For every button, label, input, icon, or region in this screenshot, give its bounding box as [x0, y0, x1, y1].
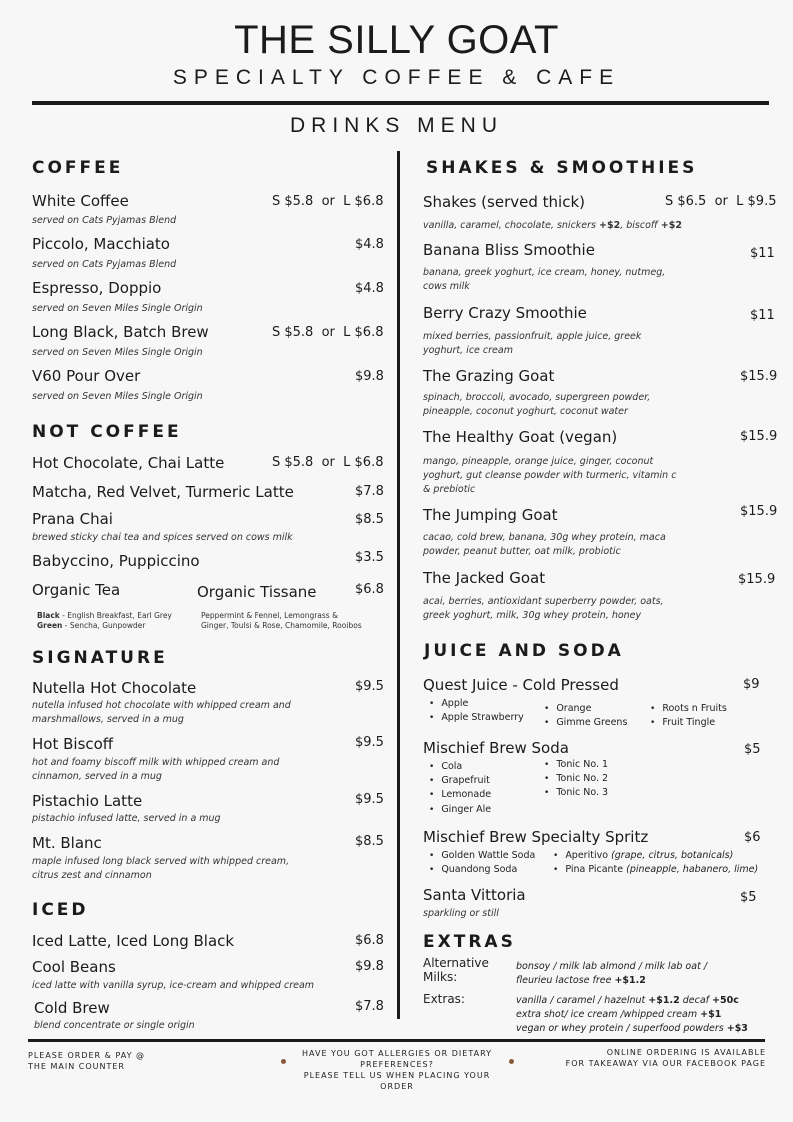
menu-item-description: iced latte with vanilla syrup, ice-cream and whipped cream [32, 980, 315, 991]
column-divider [397, 151, 400, 1019]
menu-item-name: V60 Pour Over [32, 367, 141, 385]
flavour-list-item: • Orange [544, 702, 591, 716]
menu-item-description: mixed berries, passionfruit, apple juice, greek yoghurt, ice cream [423, 331, 642, 356]
menu-item-price: $8.5 [355, 512, 384, 527]
extras-milks-options: bonsoy / milk lab almond / milk lab oat / fleurieu lactose free +$1.2 [516, 961, 708, 986]
flavour-list-item: • Gimme Greens [544, 716, 627, 730]
menu-item-name: Long Black, Batch Brew [32, 323, 209, 341]
menu-title: DRINKS MENU [289, 114, 503, 137]
menu-item-name: Espresso, Doppio [32, 279, 162, 297]
section-heading-signature: SIGNATURE [32, 648, 168, 668]
menu-item-name: Shakes (served thick) [423, 193, 585, 211]
flavour-list-item: • Ginger Ale [429, 803, 491, 817]
menu-item-price: S $5.8 or L $6.8 [272, 325, 384, 340]
extras-milks-label: Alternative Milks: [423, 956, 489, 984]
menu-item-price: $8.5 [355, 834, 384, 849]
menu-item-price: $9.5 [355, 792, 384, 807]
menu-item-price: S $6.5 or L $9.5 [665, 194, 777, 209]
flavour-list-item: • Golden Wattle Soda [429, 849, 535, 863]
menu-item-name: The Jumping Goat [423, 506, 558, 524]
flavour-list-item: • Lemonade [429, 788, 491, 802]
footer-online-ordering-note: ONLINE ORDERING IS AVAILABLE FOR TAKEAWAY VIA OUR FACEBOOK PAGE [565, 1048, 766, 1068]
flavour-list-item: • Tonic No. 3 [544, 786, 608, 800]
footer-order-note: PLEASE ORDER & PAY @ THE MAIN COUNTER [28, 1051, 146, 1071]
menu-item-price: $5 [740, 890, 757, 905]
menu-item-name: The Healthy Goat (vegan) [423, 428, 618, 446]
menu-item-name: Piccolo, Macchiato [32, 235, 170, 253]
menu-item-price: $9.5 [355, 679, 384, 694]
menu-item-price: $9.5 [355, 735, 384, 750]
menu-item-price: $7.8 [355, 484, 384, 499]
menu-item-description: nutella infused hot chocolate with whipped cream and marshmallows, served in a mug [32, 700, 291, 725]
menu-item-price: $6.8 [355, 933, 384, 948]
menu-item-price: $4.8 [355, 281, 384, 296]
menu-item-price: S $5.8 or L $6.8 [272, 194, 384, 209]
top-rule [32, 101, 769, 105]
menu-item-price: $11 [750, 308, 775, 323]
menu-item-description: cacao, cold brew, banana, 30g whey protein, maca powder, peanut butter, oat milk, probiotic [423, 532, 666, 557]
menu-item-name: Mischief Brew Specialty Spritz [423, 828, 649, 846]
menu-item-name: Cool Beans [32, 958, 116, 976]
flavour-list-item: • Pina Picante (pineapple, habanero, lime) [553, 863, 758, 877]
menu-item-name: Iced Latte, Iced Long Black [32, 932, 235, 950]
menu-item-price: $4.8 [355, 237, 384, 252]
menu-item-name: Hot Chocolate, Chai Latte [32, 454, 225, 472]
menu-item-name: Babyccino, Puppiccino [32, 552, 200, 570]
footer-dot-icon [281, 1059, 286, 1064]
menu-item-description: vanilla, caramel, chocolate, snickers +$2, biscoff +$2 [423, 220, 682, 231]
menu-item-price: $15.9 [738, 572, 776, 587]
menu-item-description: pistachio infused latte, served in a mug [32, 813, 221, 824]
menu-item-name: The Grazing Goat [423, 367, 555, 385]
menu-item-price: $9 [743, 677, 760, 692]
menu-item-name: Nutella Hot Chocolate [32, 679, 197, 697]
section-heading-shakes-smoothies: SHAKES & SMOOTHIES [426, 158, 698, 178]
section-heading-not-coffee: NOT COFFEE [32, 422, 182, 442]
section-heading-coffee: COFFEE [32, 158, 124, 178]
menu-item-description: hot and foamy biscoff milk with whipped cream and cinnamon, served in a mug [32, 757, 280, 782]
flavour-list-item: • Grapefruit [429, 774, 490, 788]
menu-item-name: Santa Vittoria [423, 886, 526, 904]
flavour-list-item: • Quandong Soda [429, 863, 517, 877]
menu-item-description: banana, greek yoghurt, ice cream, honey, nutmeg, cows milk [423, 267, 666, 292]
menu-item-name: Quest Juice - Cold Pressed [423, 676, 619, 694]
menu-item-name: Banana Bliss Smoothie [423, 241, 595, 259]
footer-allergy-note: HAVE YOU GOT ALLERGIES OR DIETARY PREFERENCES? PLEASE TELL US WHEN PLACING YOUR ORDER [302, 1049, 492, 1091]
menu-item-name: The Jacked Goat [423, 569, 546, 587]
menu-item-price: $15.9 [740, 369, 778, 384]
menu-item-description: spinach, broccoli, avocado, supergreen powder, pineapple, coconut yoghurt, coconut water [423, 392, 651, 417]
menu-item-name: Mt. Blanc [32, 834, 102, 852]
tea-varieties: Black - English Breakfast, Earl Grey Green - Sencha, Gunpowder [37, 611, 172, 630]
menu-item-price: $3.5 [355, 550, 384, 565]
menu-item-description: served on Seven Miles Single Origin [32, 347, 203, 358]
menu-item-description: served on Seven Miles Single Origin [32, 391, 203, 402]
menu-item-price: $11 [750, 246, 775, 261]
menu-item-price: $5 [744, 742, 761, 757]
bottom-rule [28, 1039, 765, 1042]
flavour-list-item: • Aperitivo (grape, citrus, botanicals) [553, 849, 733, 863]
menu-item-name: Organic Tea [32, 581, 121, 599]
menu-item-name: Pistachio Latte [32, 792, 143, 810]
menu-item-description: served on Cats Pyjamas Blend [32, 215, 177, 226]
menu-item-price: $9.8 [355, 959, 384, 974]
menu-item-name: Mischief Brew Soda [423, 739, 569, 757]
menu-item-price: $7.8 [355, 999, 384, 1014]
menu-item-name: Matcha, Red Velvet, Turmeric Latte [32, 483, 294, 501]
menu-item-name: Berry Crazy Smoothie [423, 304, 587, 322]
menu-item-price: $9.8 [355, 369, 384, 384]
flavour-list-item: • Apple [429, 697, 468, 711]
extras-label: Extras: [423, 992, 465, 1006]
menu-item-name: Cold Brew [34, 999, 110, 1017]
menu-item-description: served on Cats Pyjamas Blend [32, 259, 177, 270]
menu-item-description: sparkling or still [423, 908, 499, 919]
menu-item-price: $15.9 [740, 504, 778, 519]
menu-item-description: acai, berries, antioxidant superberry powder, oats, greek yoghurt, milk, 30g whey protein, honey [423, 596, 664, 621]
menu-item-price: S $5.8 or L $6.8 [272, 455, 384, 470]
cafe-subtitle: SPECIALTY COFFEE & CAFE [172, 66, 621, 89]
menu-item-name: Organic Tissane [197, 583, 317, 601]
flavour-list-item: • Tonic No. 1 [544, 758, 608, 772]
flavour-list-item: • Fruit Tingle [650, 716, 715, 730]
menu-item-name: White Coffee [32, 192, 129, 210]
menu-item-description: brewed sticky chai tea and spices served on cows milk [32, 532, 293, 543]
menu-item-description: maple infused long black served with whipped cream, citrus zest and cinnamon [32, 856, 290, 881]
menu-item-description: blend concentrate or single origin [34, 1020, 195, 1031]
flavour-list-item: • Cola [429, 760, 462, 774]
tissane-varieties: Peppermint & Fennel, Lemongrass & Ginger, Toulsi & Rose, Chamomile, Rooibos [201, 611, 362, 630]
menu-item-name: Prana Chai [32, 510, 113, 528]
footer-dot-icon [509, 1059, 514, 1064]
section-heading-extras: EXTRAS [423, 932, 516, 952]
cafe-title: THE SILLY GOAT [234, 18, 559, 62]
flavour-list-item: • Roots n Fruits [650, 702, 727, 716]
section-heading-juice-soda: JUICE AND SODA [424, 641, 624, 661]
extras-options: vanilla / caramel / hazelnut +$1.2 decaf +50c extra shot/ ice cream /whipped cream +$1 vegan or whey protein / superfood powders +$3 [516, 995, 748, 1034]
flavour-list-item: • Tonic No. 2 [544, 772, 608, 786]
menu-item-price: $6.8 [355, 582, 384, 597]
menu-item-price: $6 [744, 830, 761, 845]
flavour-list-item: • Apple Strawberry [429, 711, 524, 725]
section-heading-iced: ICED [32, 900, 89, 920]
menu-item-description: mango, pineapple, orange juice, ginger, coconut yoghurt, gut cleanse powder with turmeric, vitamin c & prebiotic [423, 456, 677, 495]
menu-item-price: $15.9 [740, 429, 778, 444]
menu-item-description: served on Seven Miles Single Origin [32, 303, 203, 314]
menu-item-name: Hot Biscoff [32, 735, 114, 753]
